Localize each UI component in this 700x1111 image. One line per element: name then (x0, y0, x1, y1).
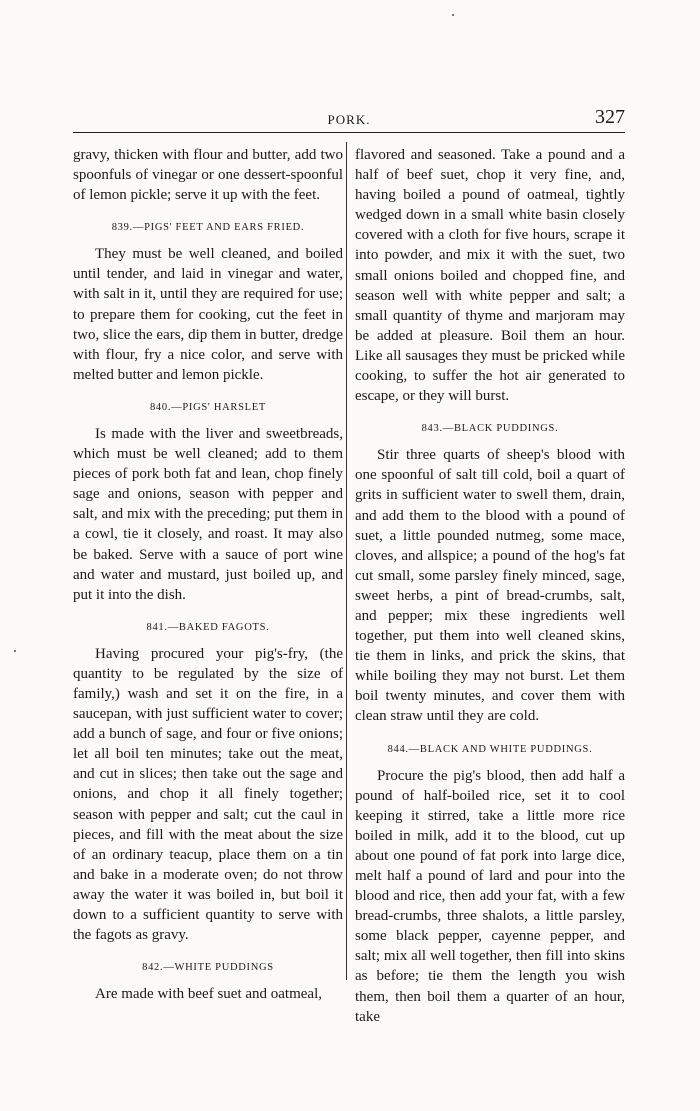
recipe-text-844: Procure the pig's blood, then add half a pound of half-boiled rice, set it to cool keeping it stirred, take a little more rice boiled in milk, add it to the blood, cut up about one pound of fat pork into large dice, melt half a pound of lard and pour into the blood and rice, then add your fat, with a few bread-crumbs, three shalots, a little parsley, some black pepper, cayenne pepper, and salt; mix all well together, then fill into skins as before; tie them the length you wish them, then boil them a quarter of an hour, take (355, 767, 625, 1025)
recipe-heading-839: 839.—PIGS' FEET AND EARS FRIED. (111, 222, 305, 234)
print-speck (452, 14, 454, 16)
recipe-heading-840: 840.—PIGS' HARSLET (149, 401, 266, 413)
page-header (73, 108, 625, 132)
left-continuation: gravy, thicken with flour and butter, add two spoonfuls of vinegar or one dessert-spoonful of lemon pickle; serve it up with the feet. (73, 147, 343, 204)
running-head: PORK. (327, 112, 371, 127)
recipe-heading-843: 843.—BLACK PUDDINGS. (421, 423, 559, 435)
left-column (73, 145, 343, 1004)
recipe-text-842: Are made with beef suet and oatmeal, (95, 986, 322, 1003)
recipe-heading-844: 844.—BLACK AND WHITE PUDDINGS. (387, 743, 593, 755)
recipe-text-841: Having procured your pig's-fry, (the quantity to be regulated by the size of family,) wash and set it on the fire, in a saucepan, with just sufficient water to cover; add a bunch of sage, and four or five onions; let all boil ten minutes; take out the meat, and cut in slices; then take out the sage and onions, and chop it all finely together; season with pepper and salt; cut the caul in pieces, and fill with the meat about the size of an ordinary teacup, place them on a tin and bake in a moderate oven; do not throw away the water it was boiled in, but boil it down to a sufficient quantity to serve with the fagots as gravy. (73, 645, 343, 944)
column-divider (346, 142, 347, 980)
page-number: 327 (595, 106, 625, 128)
right-continuation: flavored and seasoned. Take a pound and a half of beef suet, chop it very fine, and, having boiled a pound of oatmeal, tightly wedged down in a small white basin closely covered with a cloth for five hours, scrape it into powder, and mix it with the suet, two small onions boiled and chopped fine, and season well with white pepper and salt; a small quantity of thyme and marjoram may be added at pleasure. Boil them an hour. Like all sausages they must be pricked while cooking, to suffer the hot air generated to escape, or they will burst. (355, 147, 625, 405)
recipe-heading-842: 842.—WHITE PUDDINGS (142, 962, 274, 974)
print-speck (14, 650, 16, 652)
recipe-text-839: They must be well cleaned, and boiled until tender, and laid in vinegar and water, with salt in it, until they are required for use; to prepare them for cooking, cut the feet in two, slice the ears, dip them in butter, dredge with flour, fry a nice color, and serve with melted butter and lemon pickle. (73, 246, 343, 383)
recipe-text-843: Stir three quarts of sheep's blood with one spoonful of salt till cold, boil a quart of grits in sufficient water to swell them, drain, and add them to the blood with a pound of suet, a little pounded nutmeg, some mace, cloves, and allspice; a pound of the hog's fat cut small, some parsley finely minced, sage, sweet herbs, a pint of bread-crumbs, salt, and pepper; mix these ingredients well together, put them into well cleaned skins, tie them in links, and prick the skins, that while boiling they may not burst. Let them boil twenty minutes, and cover them with clean straw until they are cold. (355, 447, 625, 725)
recipe-text-840: Is made with the liver and sweetbreads, which must be well cleaned; add to them pieces of pork both fat and lean, chop finely sage and onions, season with pepper and salt, and mix with the preceding; put them in a cowl, tie it closely, and roast. It may also be baked. Serve with a sauce of port wine and water and mustard, just boiled up, and put it into the dish. (73, 425, 343, 603)
recipe-heading-841: 841.—BAKED FAGOTS. (146, 621, 270, 633)
right-column (355, 145, 625, 1027)
header-rule (73, 132, 625, 133)
